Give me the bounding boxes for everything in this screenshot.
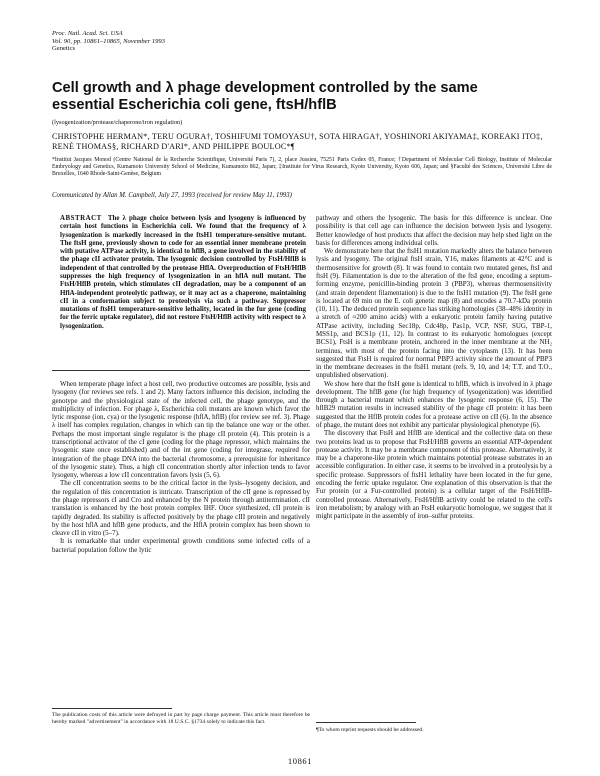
footnote-divider-right: [316, 722, 416, 723]
affiliations: *Institut Jacques Monod (Centre National de la Recherche Scientifique, Université Paris 7), 2, place Jussieu, 75251 Paris Cedex 05, France; †Department of Molecular Cell Biology, Institute of Molecular Embryology and Genetics, Kumamoto University School of Medicine, Kumamoto 862, Japan; ‡Institute for Virus Research, Kyoto University, Kyoto 606, Japan; and §Faculté des Sciences, Université Libre de Bruxelles, 1640 Rhode-Saint-Genèse, Belgium: [52, 157, 552, 177]
body-paragraph: When temperate phage infect a host cell, two productive outcomes are possible, lysis and lysogeny (for reviews see refs. 1 and 2). Many factors influence this decision, including the genotype and the physiological state of the infected cell, the phage genotype, and the multiplicity of infection. For phage λ, Escherichia coli mutants are known which favor the lytic response (ion, cya) or the lysogenic response (hflA, hflB) (for review see ref. 3). Phage λ itself has complex regulation, changes in which can tip the balance one way or the other. Perhaps the most important single regulator is the phage cII protein (4). This protein is a transcriptional activator of the cI gene (coding for the phage repressor, which maintains the lysogenic state once established) and of the int gene (coding for integrase, required for integration of the phage DNA into the bacterial chromosome, a prerequisite for inheritance of the lysogenic state). Thus, a high cII concentration shortly after infection tends to favor lysogeny, whereas a low cII concentration favors lysis (5, 6).: [52, 380, 310, 480]
body-paragraph: The discovery that FtsH and HflB are identical and the collective data on these two proteins lead us to propose that FtsH/HflB governs an essential ATP-dependent protease activity. It may be a membrane component of this protease. Alternatively, it may be a chaperone-like protein which maintains potential protease substrates in an accessible configuration. In either case, it seems to be involved in a proteolysis by a specific protease. Suppressors of ftsH1 lethality have been located in the fur gene, encoding the ferric uptake regulator. One explanation of this observation is that the Fur protein (or a Fur-controlled protein) is a cellular target of the FtsH/HflB-controlled protease. Alternatively, FtsH/HflB activity could be related to the cell's iron metabolism; by analogy with an FtsH eukaryotic homologue, we suggest that it might participate in the assembly of iron–sulfur proteins.: [316, 429, 552, 521]
body-paragraph: It is remarkable that under experimental growth conditions some infected cells of a bacterial population follow the lytic: [52, 537, 310, 554]
body-paragraph: We show here that the ftsH gene is identical to hflB, which is involved in λ phage development. The hflB gene (for high frequency of lysogenization) was identified through a bacterial mutant which enhances the lysogenic response (6, 15). The hflB29 mutation results in increased stability of the phage cII protein: it has been suggested that the HflB protein codes for a protease active on cII (6). In the absence of phage, the mutant does not exhibit any particular physiological phenotype (6).: [316, 379, 552, 430]
keywords: (lysogenization/protease/chaperone/iron regulation): [52, 119, 183, 126]
article-title: Cell growth and λ phage development controlled by the same essential Escherichia coli gene, ftsH/hflB: [52, 80, 478, 113]
journal-name: Proc. Natl. Acad. Sci. USA: [52, 30, 123, 37]
footnote-divider-left: [52, 708, 172, 709]
journal-header: [52, 30, 165, 53]
abstract: [60, 214, 306, 330]
abstract-label: ABSTRACT: [60, 214, 102, 222]
body-paragraph: The cII concentration seems to be the critical factor in the lysis–lysogeny decision, and the regulation of this concentration is intricate. Transcription of the cII gene is repressed by the phage repressors cI and Cro and enhanced by the N protein through antitermination. cII translation is enhanced by the host protein complex IHF. Once synthesized, cII protein is rapidly degraded. Its stability is affected positively by the phage cIII protein and negatively by the host hflA and hflB gene products, and the HflA protein complex has been shown to cleave cII in vitro (5–7).: [52, 479, 310, 538]
publication-footnote: The publication costs of this article were defrayed in part by page charge payment. This article must therefore be hereby marked "advertisement" in accordance with 18 U.S.C. §1734 solely to indicate this fact.: [52, 712, 310, 725]
reprint-footnote: ¶To whom reprint requests should be addressed.: [316, 727, 424, 733]
right-column-body: [316, 214, 552, 520]
page-number: 10861: [287, 756, 313, 766]
journal-section: Genetics: [52, 45, 76, 53]
communicated-line: Communicated by Allan M. Campbell, July 27, 1993 (received for review May 11, 1993): [52, 192, 292, 199]
abstract-text: The λ phage choice between lysis and lysogeny is influenced by certain host functions in Escherichia coli. We found that the frequency of λ lysogenization is markedly increased in the ftsH1 temperature-sensitive mutant. The ftsH gene, previously shown to code for an essential inner membrane protein with putative ATPase activity, is identical to hflB, a gene involved in the stability of the phage cII activator protein. The lysogenic decision controlled by FtsH/HflB is independent of that controlled by the protease HflA. Overproduction of FtsH/HflB suppresses the high frequency of lysogenization in an hflA null mutant. The FtsH/HflB protein, which stimulates cII degradation, may be a component of an HflA-independent proteolytic pathway, or it may act as a chaperone, maintaining cII in a conformation subject to proteolysis via such a pathway. Suppressor mutations of ftsH1 temperature-sensitive lethality, located in the fur gene (coding for the ferric uptake regulator), did not restore FtsH/HflB activity with respect to λ lysogenization.: [60, 214, 306, 330]
abstract-divider: [52, 370, 310, 371]
body-paragraph: We demonstrate here that the ftsH1 mutation markedly alters the balance between lysis and lysogeny. The original ftsH strain, Y16, makes filaments at 42°C and is thermosensitive for growth (8). It was found to contain two mutated genes, ftsI and ftsH (9). Filamentation is due to the alteration of the ftsI gene, encoding a septum-forming enzyme, penicillin-binding protein 3 (PBP3), whereas thermosensitivity (and strain dependent filamentation) is due to the ftsH1 mutation (9). The ftsH gene is located at 69 min on the E. coli genetic map (8) and encodes a 70.7-kDa protein (10, 11). The deduced protein sequence has striking homologies (38–48% identity in a stretch of ≈200 amino acids) with a eukaryotic protein family having putative ATPase activity, including Sec18p, Cdc48p, Pas1p, VCP, NSF, SUG, TBP-1, MSS1p, and BCS1p (11, 12). In contrast to its eukaryotic homologues (except BCS1), FtsH is a membrane protein, anchored in the inner membrane at the NH₂ terminus, with most of the protein facing into the cytoplasm (13). It has been suggested that FtsH is required for normal PBP3 activity since the amount of PBP3 in the membrane decreases in the ftsH1 mutant (refs. 9, 10, and 14; T.T. and T.O., unpublished observation).: [316, 247, 552, 380]
left-column-body: [52, 380, 310, 554]
author-list: CHRISTOPHE HERMAN*, TERU OGURA†, TOSHIFUMI TOMOYASU†, SOTA HIRAGA†, YOSHINORI AKIYAMA‡, KOREAKI ITO‡, RENÉ THOMAS§, RICHARD D'ARI*, AND PHILIPPE BOULOC*¶: [52, 132, 543, 152]
body-paragraph: pathway and others the lysogenic. The basis for this difference is unclear. One possibility is that cell age can influence the decision between lysis and lysogeny. Better knowledge of host products that affect the decision may help shed light on the basis for differences among individual cells.: [316, 214, 552, 247]
journal-volume: Vol. 90, pp. 10861–10865, November 1993: [52, 37, 166, 45]
